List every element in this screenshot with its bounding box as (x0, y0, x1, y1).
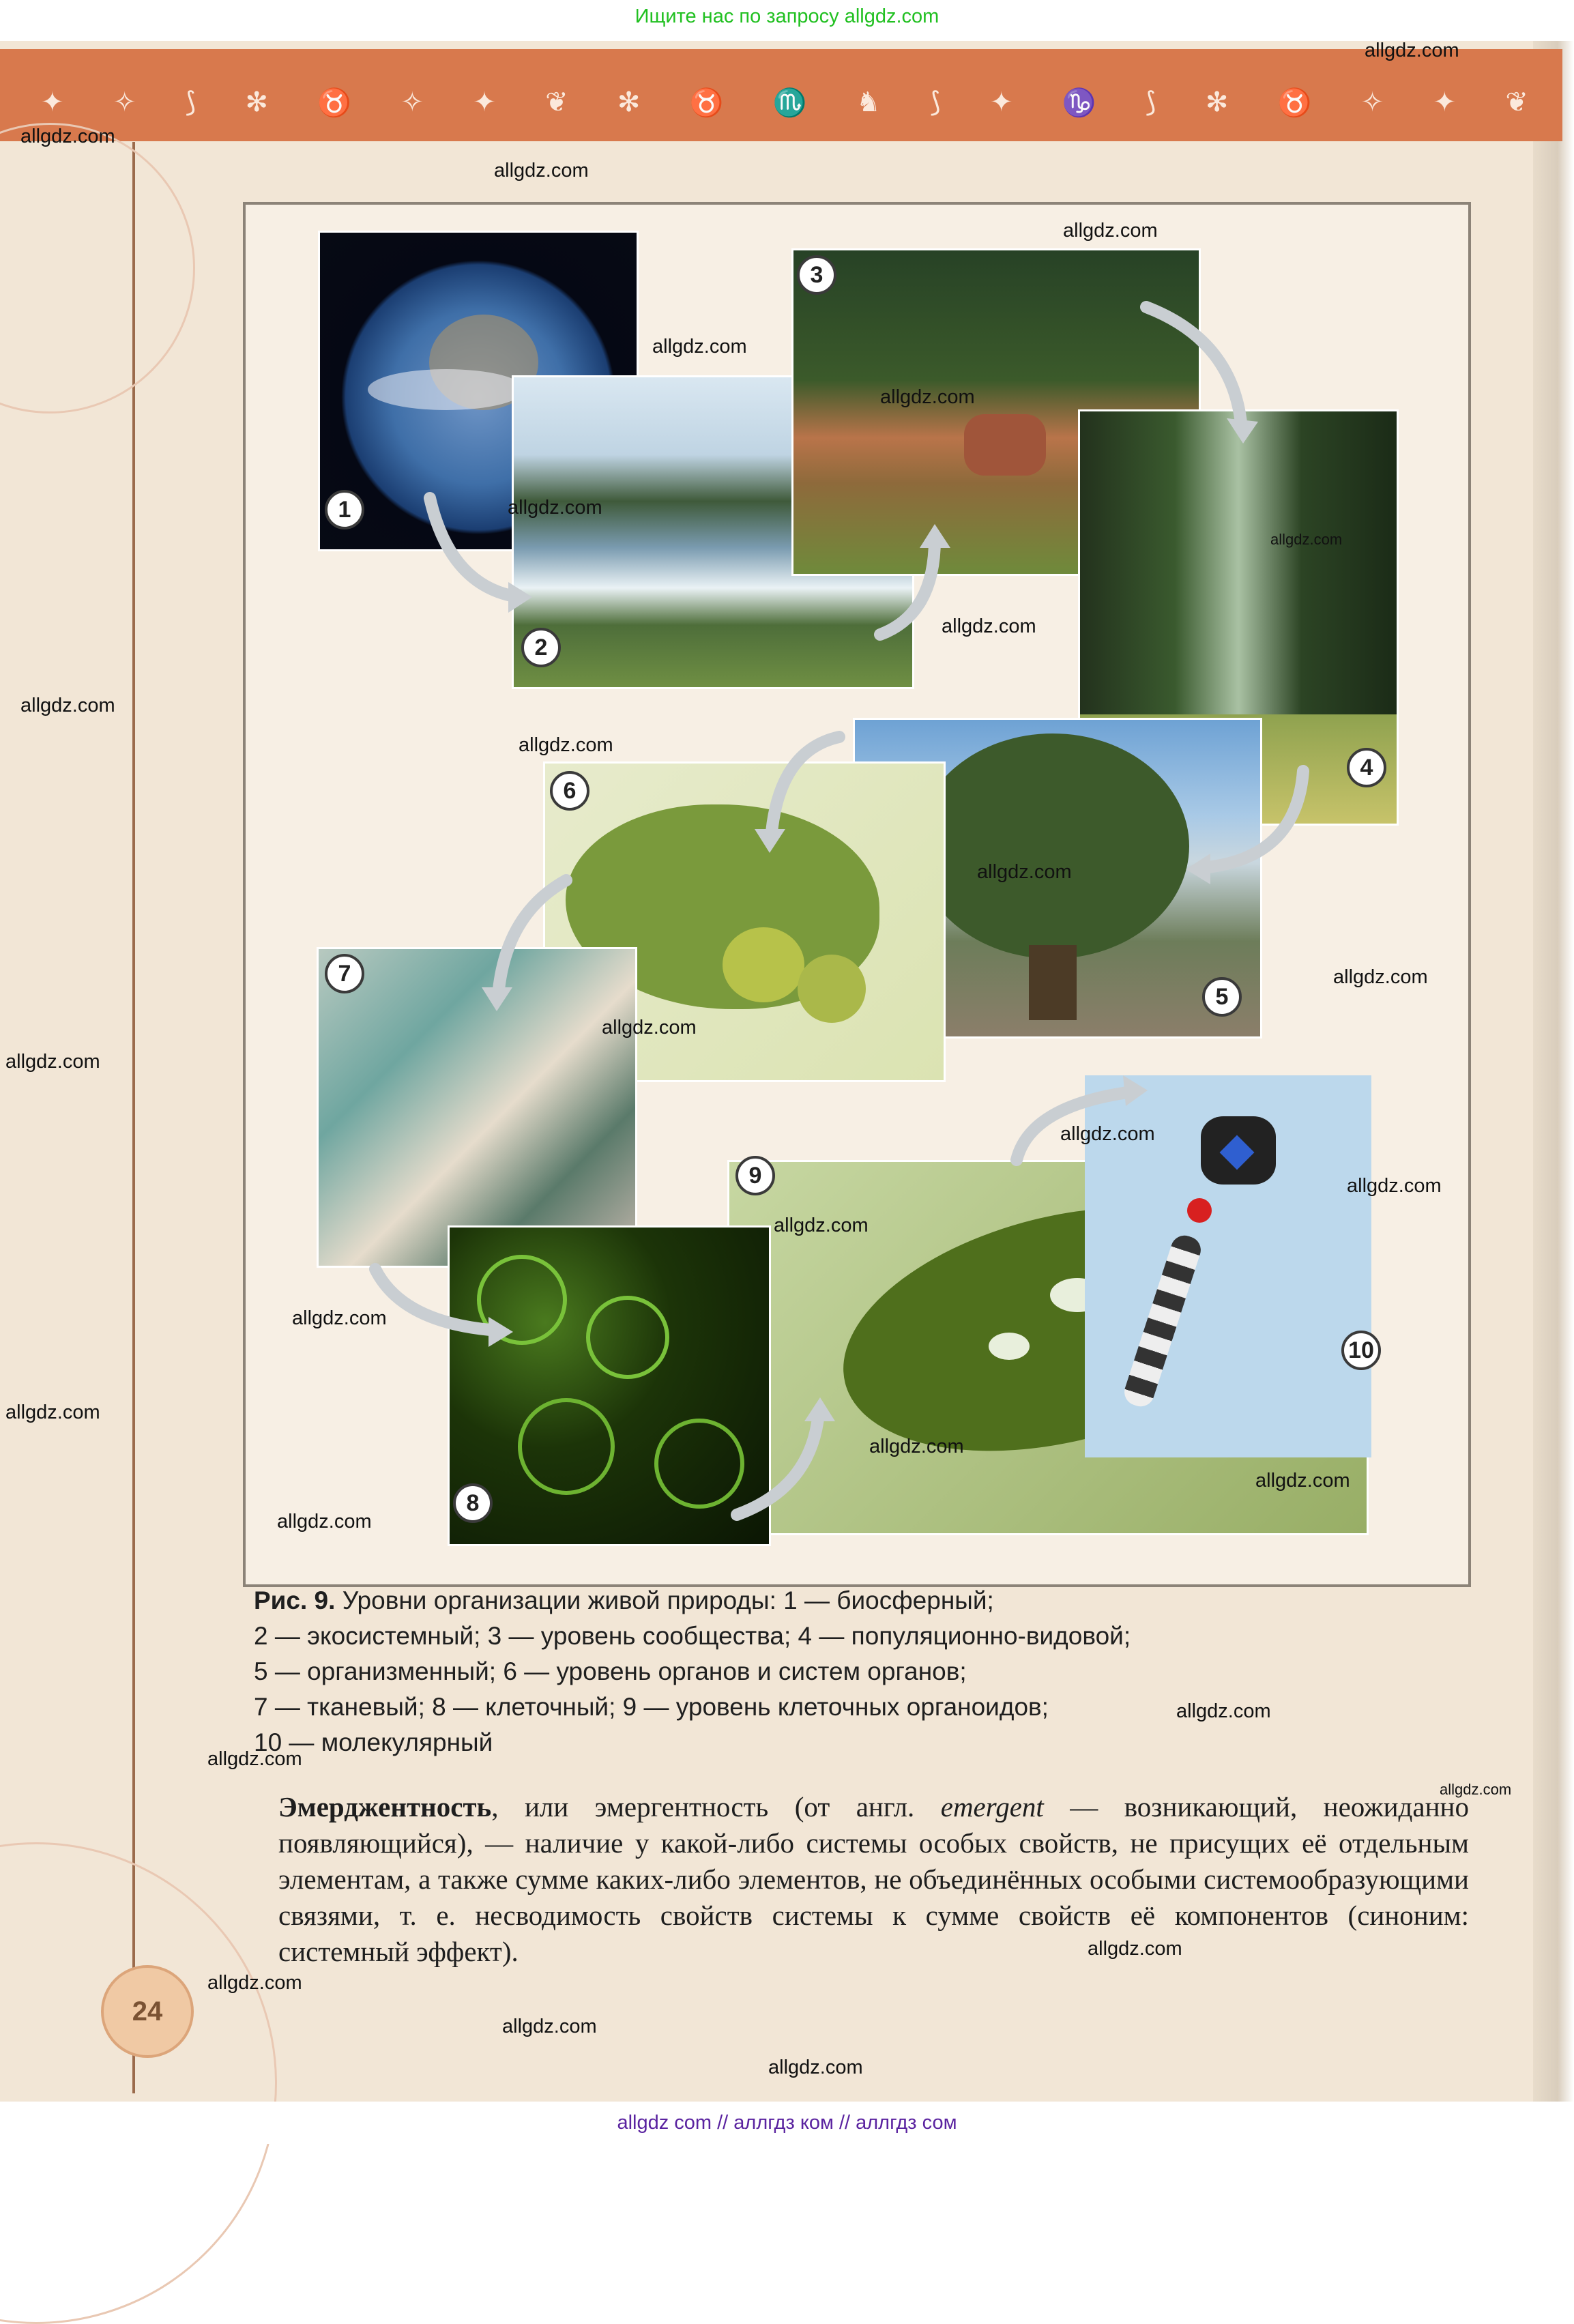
definition-part-2: — возникающий, неожиданно появляющийся), — наличие у какой-либо системы особых свойств, не присущих её отдельным элементам, а также сумме каких-либо элементов, не объединённых особыми системообразующими связями, т. е. несводимость свойств системы к сумме свойств её компонентов (синоним: системный эффект). (278, 1791, 1469, 1967)
watermark: allgdz.com (1270, 531, 1343, 548)
watermark: allgdz.com (519, 734, 613, 756)
watermark: allgdz.com (1060, 1123, 1155, 1145)
fish-icon: ✦ (1433, 87, 1457, 117)
watermark: allgdz.com (5, 1051, 100, 1073)
cat-icon: ✧ (1360, 87, 1384, 117)
watermark: allgdz.com (880, 386, 975, 408)
figure-number-6: 6 (550, 771, 589, 811)
fish-icon: ✦ (989, 87, 1013, 117)
page-number: 24 (101, 1965, 194, 2058)
butterfly-icon: ❦ (545, 87, 568, 117)
caption-line-2: 2 — экосистемный; 3 — уровень сообщества; 4 — популяционно-видовой; (254, 1622, 1131, 1650)
arrow-3-to-4 (1146, 307, 1242, 430)
watermark: allgdz.com (292, 1307, 387, 1329)
watermark: allgdz.com (652, 336, 747, 358)
watermark: allgdz.com (1255, 1470, 1350, 1492)
lizard-icon: ✧ (113, 87, 136, 117)
margin-line (132, 142, 135, 2093)
horse-icon: ♞ (856, 87, 881, 117)
caption-line-1 (254, 1583, 1468, 1618)
figure-number-9: 9 (735, 1156, 775, 1195)
bird-icon: ⟆ (185, 87, 196, 117)
top-search-link[interactable]: Ищите нас по запросу allgdz.com (635, 5, 939, 27)
watermark: allgdz.com (1440, 1781, 1512, 1798)
figure-frame (243, 202, 1471, 1587)
fish-icon: ✦ (41, 87, 64, 117)
figure-number-8: 8 (453, 1483, 493, 1523)
watermark: allgdz.com (207, 1972, 302, 1994)
bee-icon: ✻ (245, 87, 269, 117)
figure-number-1: 1 (325, 490, 364, 529)
figure-icon: ⟆ (1145, 87, 1156, 117)
watermark: allgdz.com (20, 695, 115, 716)
arrow-8-to-9 (737, 1412, 819, 1515)
watermark: allgdz.com (942, 615, 1036, 637)
watermark: allgdz.com (508, 497, 602, 519)
watermark: allgdz.com (1333, 966, 1428, 988)
arrow-7-to-8 (375, 1269, 498, 1331)
bull-icon: ♉ (317, 87, 352, 118)
bee-icon: ✻ (617, 87, 641, 117)
footer-links[interactable]: allgdz com // аллгдз ком // аллгдз сом (0, 2102, 1574, 2144)
arrow-4-to-5 (1201, 771, 1303, 868)
banner-animal-icons (41, 78, 1528, 126)
watermark: allgdz.com (1365, 40, 1459, 61)
watermark: allgdz.com (494, 160, 589, 181)
definition-part-1: , или эмергентность (от англ. (491, 1791, 941, 1822)
caption-line-3: 5 — организменный; 6 — уровень органов и систем органов; (254, 1657, 967, 1685)
watermark: allgdz.com (1347, 1175, 1442, 1197)
watermark: allgdz.com (774, 1215, 869, 1236)
watermark: allgdz.com (977, 861, 1072, 883)
watermark: allgdz.com (5, 1401, 100, 1423)
figure-number-2: 2 (521, 628, 561, 667)
bull-icon: ♉ (1277, 87, 1312, 118)
figure-caption (254, 1583, 1468, 1760)
watermark: allgdz.com (1063, 220, 1158, 242)
figure-label: Рис. 9. (254, 1586, 336, 1614)
watermark: allgdz.com (20, 126, 115, 147)
bison-icon: ♉ (689, 87, 724, 118)
goat-icon: ♑ (1062, 87, 1096, 118)
caption-line-5: 10 — молекулярный (254, 1728, 493, 1756)
figure-number-10: 10 (1341, 1331, 1381, 1370)
english-term: emergent (940, 1791, 1044, 1822)
caption-line-4: 7 — тканевый; 8 — клеточный; 9 — уровень клеточных органоидов; (254, 1693, 1049, 1721)
butterfly-icon: ❦ (1505, 87, 1528, 117)
arrow-6-to-7 (498, 880, 566, 996)
bird-icon: ⟆ (930, 87, 941, 117)
term-emergence: Эмерджентность (278, 1791, 492, 1822)
bee-icon: ✻ (1205, 87, 1229, 117)
figure-number-3: 3 (797, 255, 836, 295)
watermark: allgdz.com (1088, 1938, 1182, 1960)
figure-number-4: 4 (1347, 748, 1386, 787)
arrow-5-to-6 (771, 737, 839, 839)
fish-icon: ✦ (473, 87, 496, 117)
arrow-2-to-3 (880, 539, 935, 635)
watermark: allgdz.com (277, 1511, 372, 1533)
watermark: allgdz.com (602, 1017, 697, 1038)
caption-line-1-text: Уровни организации живой природы: 1 — биосферный; (335, 1586, 994, 1614)
cat-icon: ✧ (400, 87, 424, 117)
arrow-1-to-2 (430, 498, 519, 597)
watermark: allgdz.com (207, 1748, 302, 1770)
figure-number-5: 5 (1202, 977, 1242, 1017)
page-edge-shadow (1533, 41, 1574, 2102)
watermark: allgdz.com (768, 2057, 863, 2078)
watermark: allgdz.com (502, 2016, 597, 2037)
figure-arrows (246, 205, 1474, 1590)
watermark: allgdz.com (1176, 1700, 1271, 1722)
emergence-definition (278, 1789, 1469, 1970)
watermark: allgdz.com (869, 1436, 964, 1457)
scorpion-icon: ♏ (772, 87, 807, 118)
figure-number-7: 7 (325, 954, 364, 993)
